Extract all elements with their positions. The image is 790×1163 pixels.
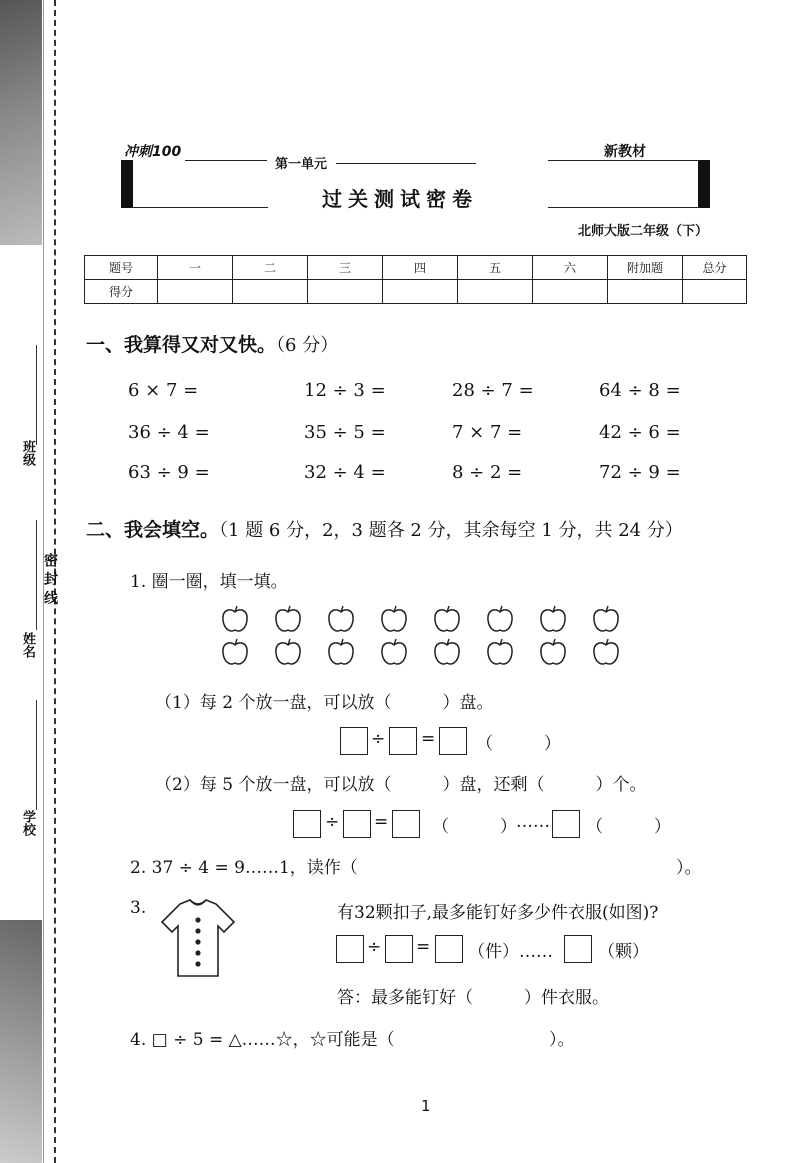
score-blank[interactable] (233, 280, 308, 304)
answer-box[interactable] (293, 810, 321, 838)
apple-icon (329, 639, 353, 664)
table-cell: 一 (158, 256, 233, 280)
table-cell: 题号 (85, 256, 158, 280)
table-cell: 附加题 (608, 256, 683, 280)
apple-icon (435, 639, 459, 664)
answer-box[interactable] (439, 727, 467, 755)
apple-icon (594, 606, 618, 631)
score-blank[interactable] (308, 280, 383, 304)
answer-box[interactable] (435, 935, 463, 963)
header-bar-left (121, 160, 133, 208)
section2-heading (86, 515, 683, 542)
name-write-line (36, 520, 37, 630)
answer-box[interactable] (389, 727, 417, 755)
edition-label: 北师大版二年级（下） (578, 224, 709, 239)
apple-icon (594, 639, 618, 664)
calc-problem: 6 × 7 = (128, 380, 199, 401)
calc-problem: 32 ÷ 4 = (304, 462, 386, 483)
apple-icon (541, 639, 565, 664)
school-write-line (36, 700, 37, 810)
apple-icon (382, 639, 406, 664)
margin-shadow-top (0, 0, 42, 245)
eq-sign: = (374, 812, 389, 832)
score-blank[interactable] (608, 280, 683, 304)
q2-text: 2. 37 ÷ 4 = 9……1，读作（ (130, 858, 358, 878)
q2-close: ）。 (676, 858, 702, 878)
q3-answer: 答：最多能钉好（ ）件衣服。 (337, 988, 609, 1008)
q1-label: 1. 圈一圈，填一填。 (130, 572, 288, 592)
div-sign: ÷ (325, 812, 340, 832)
school-label: 学校 (20, 810, 35, 836)
table-cell: 五 (458, 256, 533, 280)
brand-logo: 冲刺100 (124, 144, 182, 160)
table-row (85, 256, 747, 280)
unit-paren: （ ） (432, 817, 517, 837)
score-table (84, 255, 747, 304)
section1-title: 一、我算得又对又快。 (86, 334, 277, 356)
calc-problem: 7 × 7 = (452, 422, 523, 443)
q3-question: 有32颗扣子,最多能钉好多少件衣服(如图)? (337, 903, 659, 923)
class-write-line (36, 345, 37, 445)
q1-sub2: （2）每 5 个放一盘，可以放（ ）盘，还剩（ ）个。 (155, 775, 647, 795)
table-cell: 四 (383, 256, 458, 280)
answer-box[interactable] (392, 810, 420, 838)
new-material-label: 新教材 (604, 144, 646, 160)
answer-box[interactable] (340, 727, 368, 755)
section2-points: （1 题 6 分，2，3 题各 2 分，其余每空 1 分，共 24 分） (219, 520, 683, 541)
calc-problem: 8 ÷ 2 = (452, 462, 523, 483)
section2-title: 二、我会填空。 (86, 519, 220, 541)
q4-text: 4. □ ÷ 5 = △……☆，☆可能是（ (130, 1030, 395, 1050)
calc-problem: 36 ÷ 4 = (128, 422, 210, 443)
table-cell: 三 (308, 256, 383, 280)
calc-problem: 64 ÷ 8 = (599, 380, 681, 401)
answer-box[interactable] (336, 935, 364, 963)
table-cell: 六 (533, 256, 608, 280)
unit-paren: （ ） (586, 817, 671, 837)
unit-label: 第一单元 (275, 157, 328, 172)
seal-line-label: 密 封 线 (42, 553, 58, 605)
header-rule-right-top (548, 160, 708, 161)
eq-sign: = (416, 937, 431, 957)
table-cell: 总分 (683, 256, 747, 280)
q3-unit2: （颗） (598, 942, 649, 962)
apple-grid (215, 602, 630, 674)
header-bar-right (698, 160, 710, 208)
calc-problem: 72 ÷ 9 = (599, 462, 681, 483)
class-label: 班级 (20, 440, 35, 466)
page-number: 1 (421, 1097, 431, 1115)
answer-box[interactable] (385, 935, 413, 963)
apple-icon (276, 639, 300, 664)
score-blank[interactable] (533, 280, 608, 304)
q4-close: ）。 (549, 1030, 575, 1050)
eq-sign: = (421, 729, 436, 749)
apple-icon (223, 639, 247, 664)
header-rule-left-top (185, 160, 267, 161)
remainder-dots: …… (516, 812, 550, 832)
section1-points: （6 分） (276, 335, 339, 356)
page-title: 过关测试密卷 (322, 187, 478, 211)
header-rule-left-bottom (133, 207, 268, 208)
apple-icon (435, 606, 459, 631)
calc-problem: 28 ÷ 7 = (452, 380, 534, 401)
table-row (85, 280, 747, 304)
score-blank[interactable] (683, 280, 747, 304)
apple-icon (276, 606, 300, 631)
apple-icon (541, 606, 565, 631)
score-blank[interactable] (383, 280, 458, 304)
calc-problem: 63 ÷ 9 = (128, 462, 210, 483)
answer-box[interactable] (552, 810, 580, 838)
answer-box[interactable] (564, 935, 592, 963)
unit-paren: （ ） (476, 734, 561, 754)
margin-shadow-bottom (0, 920, 42, 1163)
apple-icon (223, 606, 247, 631)
apple-icon (488, 606, 512, 631)
div-sign: ÷ (367, 937, 382, 957)
apple-icon (488, 639, 512, 664)
q3-unit1: （件）…… (468, 942, 553, 962)
table-cell: 二 (233, 256, 308, 280)
answer-box[interactable] (343, 810, 371, 838)
header-rule-right-bottom (548, 207, 698, 208)
calc-problem: 42 ÷ 6 = (599, 422, 681, 443)
div-sign: ÷ (371, 729, 386, 749)
apple-icon (329, 606, 353, 631)
q3-num: 3. (130, 898, 147, 918)
score-blank[interactable] (158, 280, 233, 304)
q1-sub1: （1）每 2 个放一盘，可以放（ ）盘。 (155, 693, 494, 713)
shirt-icon (158, 898, 238, 980)
header-rule-mid (336, 163, 476, 164)
table-cell: 得分 (85, 280, 158, 304)
calc-problem: 12 ÷ 3 = (304, 380, 386, 401)
section1-heading (86, 330, 338, 357)
apple-icon (382, 606, 406, 631)
score-blank[interactable] (458, 280, 533, 304)
calc-problem: 35 ÷ 5 = (304, 422, 386, 443)
name-label: 姓名 (20, 632, 35, 658)
